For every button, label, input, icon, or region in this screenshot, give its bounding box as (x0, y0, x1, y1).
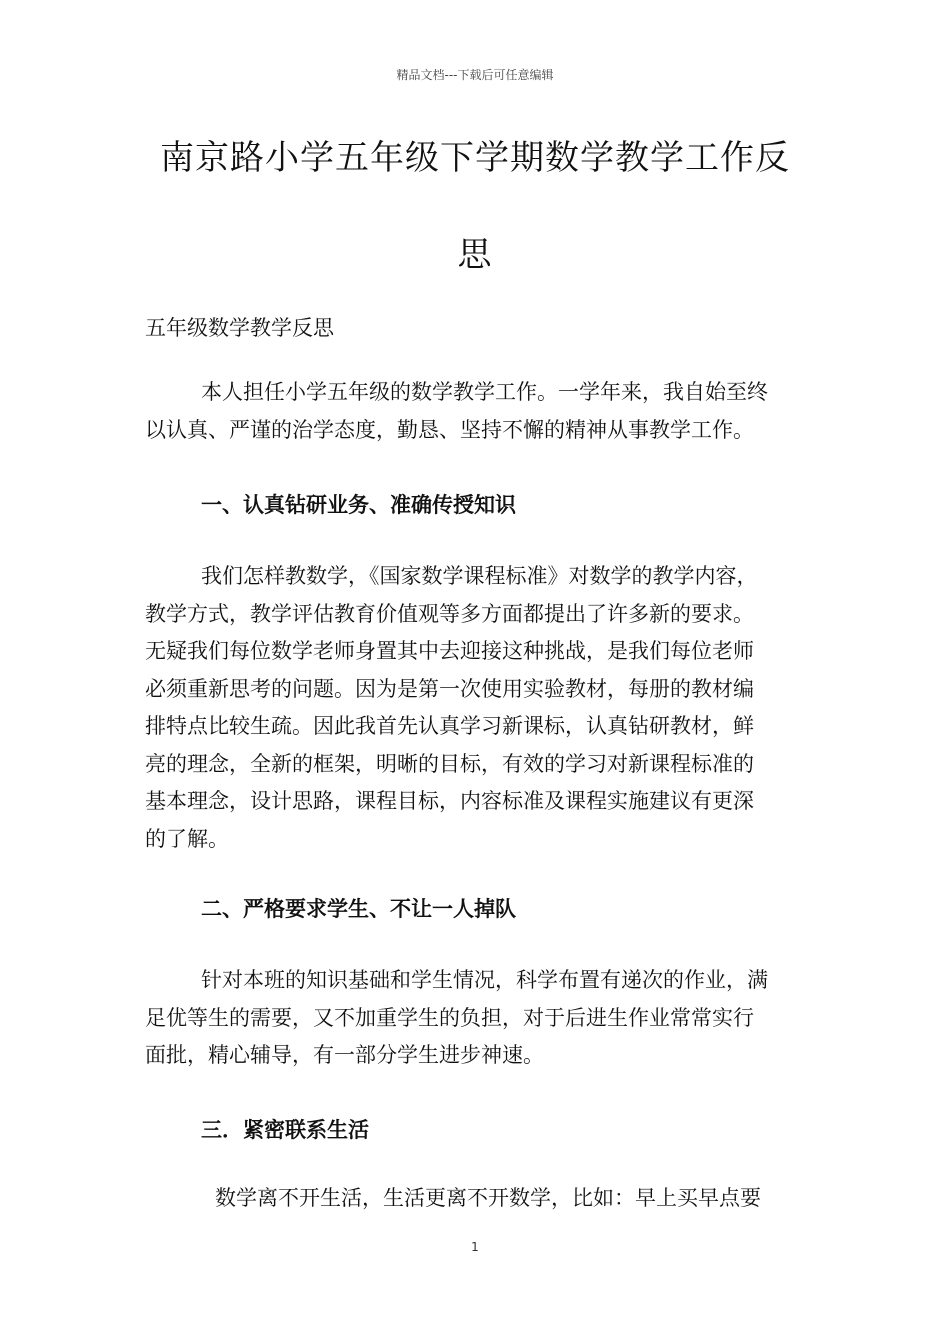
document-subtitle: 五年级数学教学反思 (145, 316, 334, 340)
paragraph-line: 的了解。 (145, 826, 229, 851)
paragraph-intro (145, 374, 807, 449)
paragraph-line: 必须重新思考的问题。因为是第一次使用实验教材，每册的教材编 (145, 676, 754, 701)
paragraph-line: 无疑我们每位数学老师身置其中去迎接这种挑战，是我们每位老师 (145, 639, 754, 663)
section-heading-1: 一、认真钻研业务、准确传授知识 (201, 492, 516, 517)
paragraph-line: 面批，精心辅导，有一部分学生进步神速。 (145, 1043, 544, 1067)
paragraph-section-3 (145, 1180, 807, 1218)
document-title-line-1: 南京路小学五年级下学期数学教学工作反 (160, 138, 790, 178)
paragraph-line: 以认真、严谨的治学态度，勤恳、坚持不懈的精神从事教学工作。 (145, 417, 754, 442)
paragraph-line: 教学方式，教学评估教育价值观等多方面都提出了许多新的要求。 (145, 601, 754, 626)
paragraph-line: 我们怎样教数学，《国家数学课程标准》对数学的教学内容， (201, 564, 758, 588)
page-number: 1 (471, 1240, 479, 1254)
paragraph-line: 排特点比较生疏。因此我首先认真学习新课标，认真钻研教材，鲜 (145, 714, 754, 738)
paragraph-line: 针对本班的知识基础和学生情况，科学布置有递次的作业，满 (201, 968, 768, 992)
paragraph-line: 基本理念，设计思路，课程目标，内容标准及课程实施建议有更深 (145, 789, 754, 813)
paragraph-line: 本人担任小学五年级的数学教学工作。一学年来，我自始至终 (201, 380, 768, 404)
document-title-line-2: 思 (457, 235, 493, 275)
paragraph-section-2 (145, 962, 807, 1075)
page-header: 精品文档---下载后可任意编辑 (396, 68, 554, 82)
paragraph-line: 亮的理念，全新的框架，明晰的目标，有效的学习对新课程标准的 (145, 751, 754, 776)
section-heading-3: 三．紧密联系生活 (201, 1117, 369, 1142)
section-heading-2: 二、严格要求学生、不让一人掉队 (201, 896, 516, 921)
paragraph-section-1 (145, 558, 807, 858)
paragraph-line: 数学离不开生活，生活更离不开数学，比如：早上买早点要 (215, 1186, 761, 1210)
paragraph-line: 足优等生的需要，又不加重学生的负担，对于后进生作业常常实行 (145, 1005, 754, 1030)
